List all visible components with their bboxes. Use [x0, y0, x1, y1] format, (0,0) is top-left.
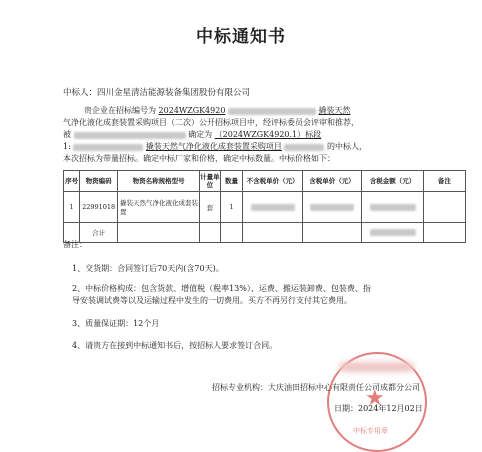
p4-text-c: 的中标人，: [326, 142, 367, 151]
bid-code: 2024WZGK4920: [158, 106, 226, 115]
redacted-block: [310, 204, 354, 211]
cell-remark: [423, 192, 465, 223]
redacted-block: [370, 229, 416, 236]
p1-text-b: 撬装天然: [318, 106, 351, 115]
p4-text-b: 撬装天然气净化液化成套装置采购项目: [145, 142, 282, 151]
header-cell: 物资名称规格型号: [118, 171, 200, 192]
star-icon: ★: [365, 386, 385, 411]
note-contract: 4、请贵方在接到中标通知书后，按招标人要求签订合同。: [72, 341, 278, 350]
paragraph-line-3: [63, 130, 321, 140]
paragraph-line-1: [84, 106, 351, 116]
paragraph-line-4: [63, 142, 367, 152]
price-table: [63, 170, 466, 243]
agency-line: 招标专业机构：大庆油田招标中心有限责任公司成都分公司: [212, 383, 420, 392]
cell-material-name: 撬装天然气净化液化成套装置: [118, 192, 200, 223]
cell-empty: [118, 223, 200, 243]
table-row: [64, 192, 466, 223]
note-warranty: 3、质量保证期：12个月: [72, 319, 160, 328]
header-cell: 计量单位: [200, 171, 221, 192]
header-cell: 序号: [64, 171, 80, 192]
redacted-block: [228, 108, 316, 115]
cell-empty: [243, 223, 302, 243]
cell-empty: [302, 223, 361, 243]
note-price-composition: 2、中标价格构成：包含货款、增值税（税率13%）、运费、搬运装卸费、包装费、指: [72, 284, 371, 293]
header-cell: 含税单价（元）: [302, 171, 361, 192]
note-price-composition-cont: 导安装调试费等以及运输过程中发生的一切费用。买方不再另行支付其它费用。: [72, 296, 352, 305]
header-cell: 数量: [220, 171, 243, 192]
cell-empty: [423, 223, 465, 243]
document-title: 中标通知书: [196, 27, 286, 47]
cell-material-code: 22991018: [80, 192, 118, 223]
redacted-block: [74, 132, 186, 139]
header-cell: 不含税单价（元）: [243, 171, 302, 192]
header-cell: 物资编码: [80, 171, 118, 192]
cell-total-label: 合计: [80, 223, 118, 243]
cell-empty: [220, 223, 243, 243]
cell-quantity: 1: [220, 192, 243, 223]
cell-price-excl-tax: [243, 192, 302, 223]
recipient-line: 中标人：四川金星清洁能源装备集团股份有限公司: [63, 88, 251, 98]
cell-price-incl-tax: [302, 192, 361, 223]
p3-text-c: （2024WZGK4920.1）标段: [214, 130, 322, 139]
stamp-label: 中标专用章: [353, 427, 388, 435]
header-cell: 备注: [423, 171, 465, 192]
header-cell: 含税金额（元）: [362, 171, 424, 192]
redacted-block: [251, 204, 295, 211]
paragraph-line-2: 气净化液化成套装置采购项目（二次）公开招标项目中，经评标委员会评审和推荐，: [63, 118, 359, 127]
p3-text-a: 被: [63, 130, 71, 139]
redacted-block: [370, 204, 416, 211]
cell-index: 1: [64, 192, 80, 223]
table-header-row: [64, 171, 466, 192]
date-line: 日期：2024年12月02日: [334, 404, 423, 413]
p1-text-a: 贵企业在招标编号为: [84, 106, 156, 115]
redacted-block: [73, 144, 143, 151]
cell-total-amount: [362, 223, 424, 243]
p3-text-b: 确定为: [188, 130, 213, 139]
redacted-block: [284, 144, 324, 151]
notes-title: 备注：: [63, 240, 87, 249]
p4-text-a: 1:: [63, 142, 71, 151]
cell-empty: [200, 223, 221, 243]
seal-stamp: [327, 352, 427, 452]
cell-amount-incl-tax: [362, 192, 424, 223]
paragraph-line-5: 本次招标为带量招标。确定中标厂家和价格，确定中标数量。中标价格如下：: [63, 154, 335, 163]
table-total-row: [64, 223, 466, 243]
cell-unit: 套: [200, 192, 221, 223]
note-delivery: 1、交货期：合同签订后70天内(含70天)。: [72, 264, 224, 273]
stamp-redacted: [339, 362, 414, 372]
